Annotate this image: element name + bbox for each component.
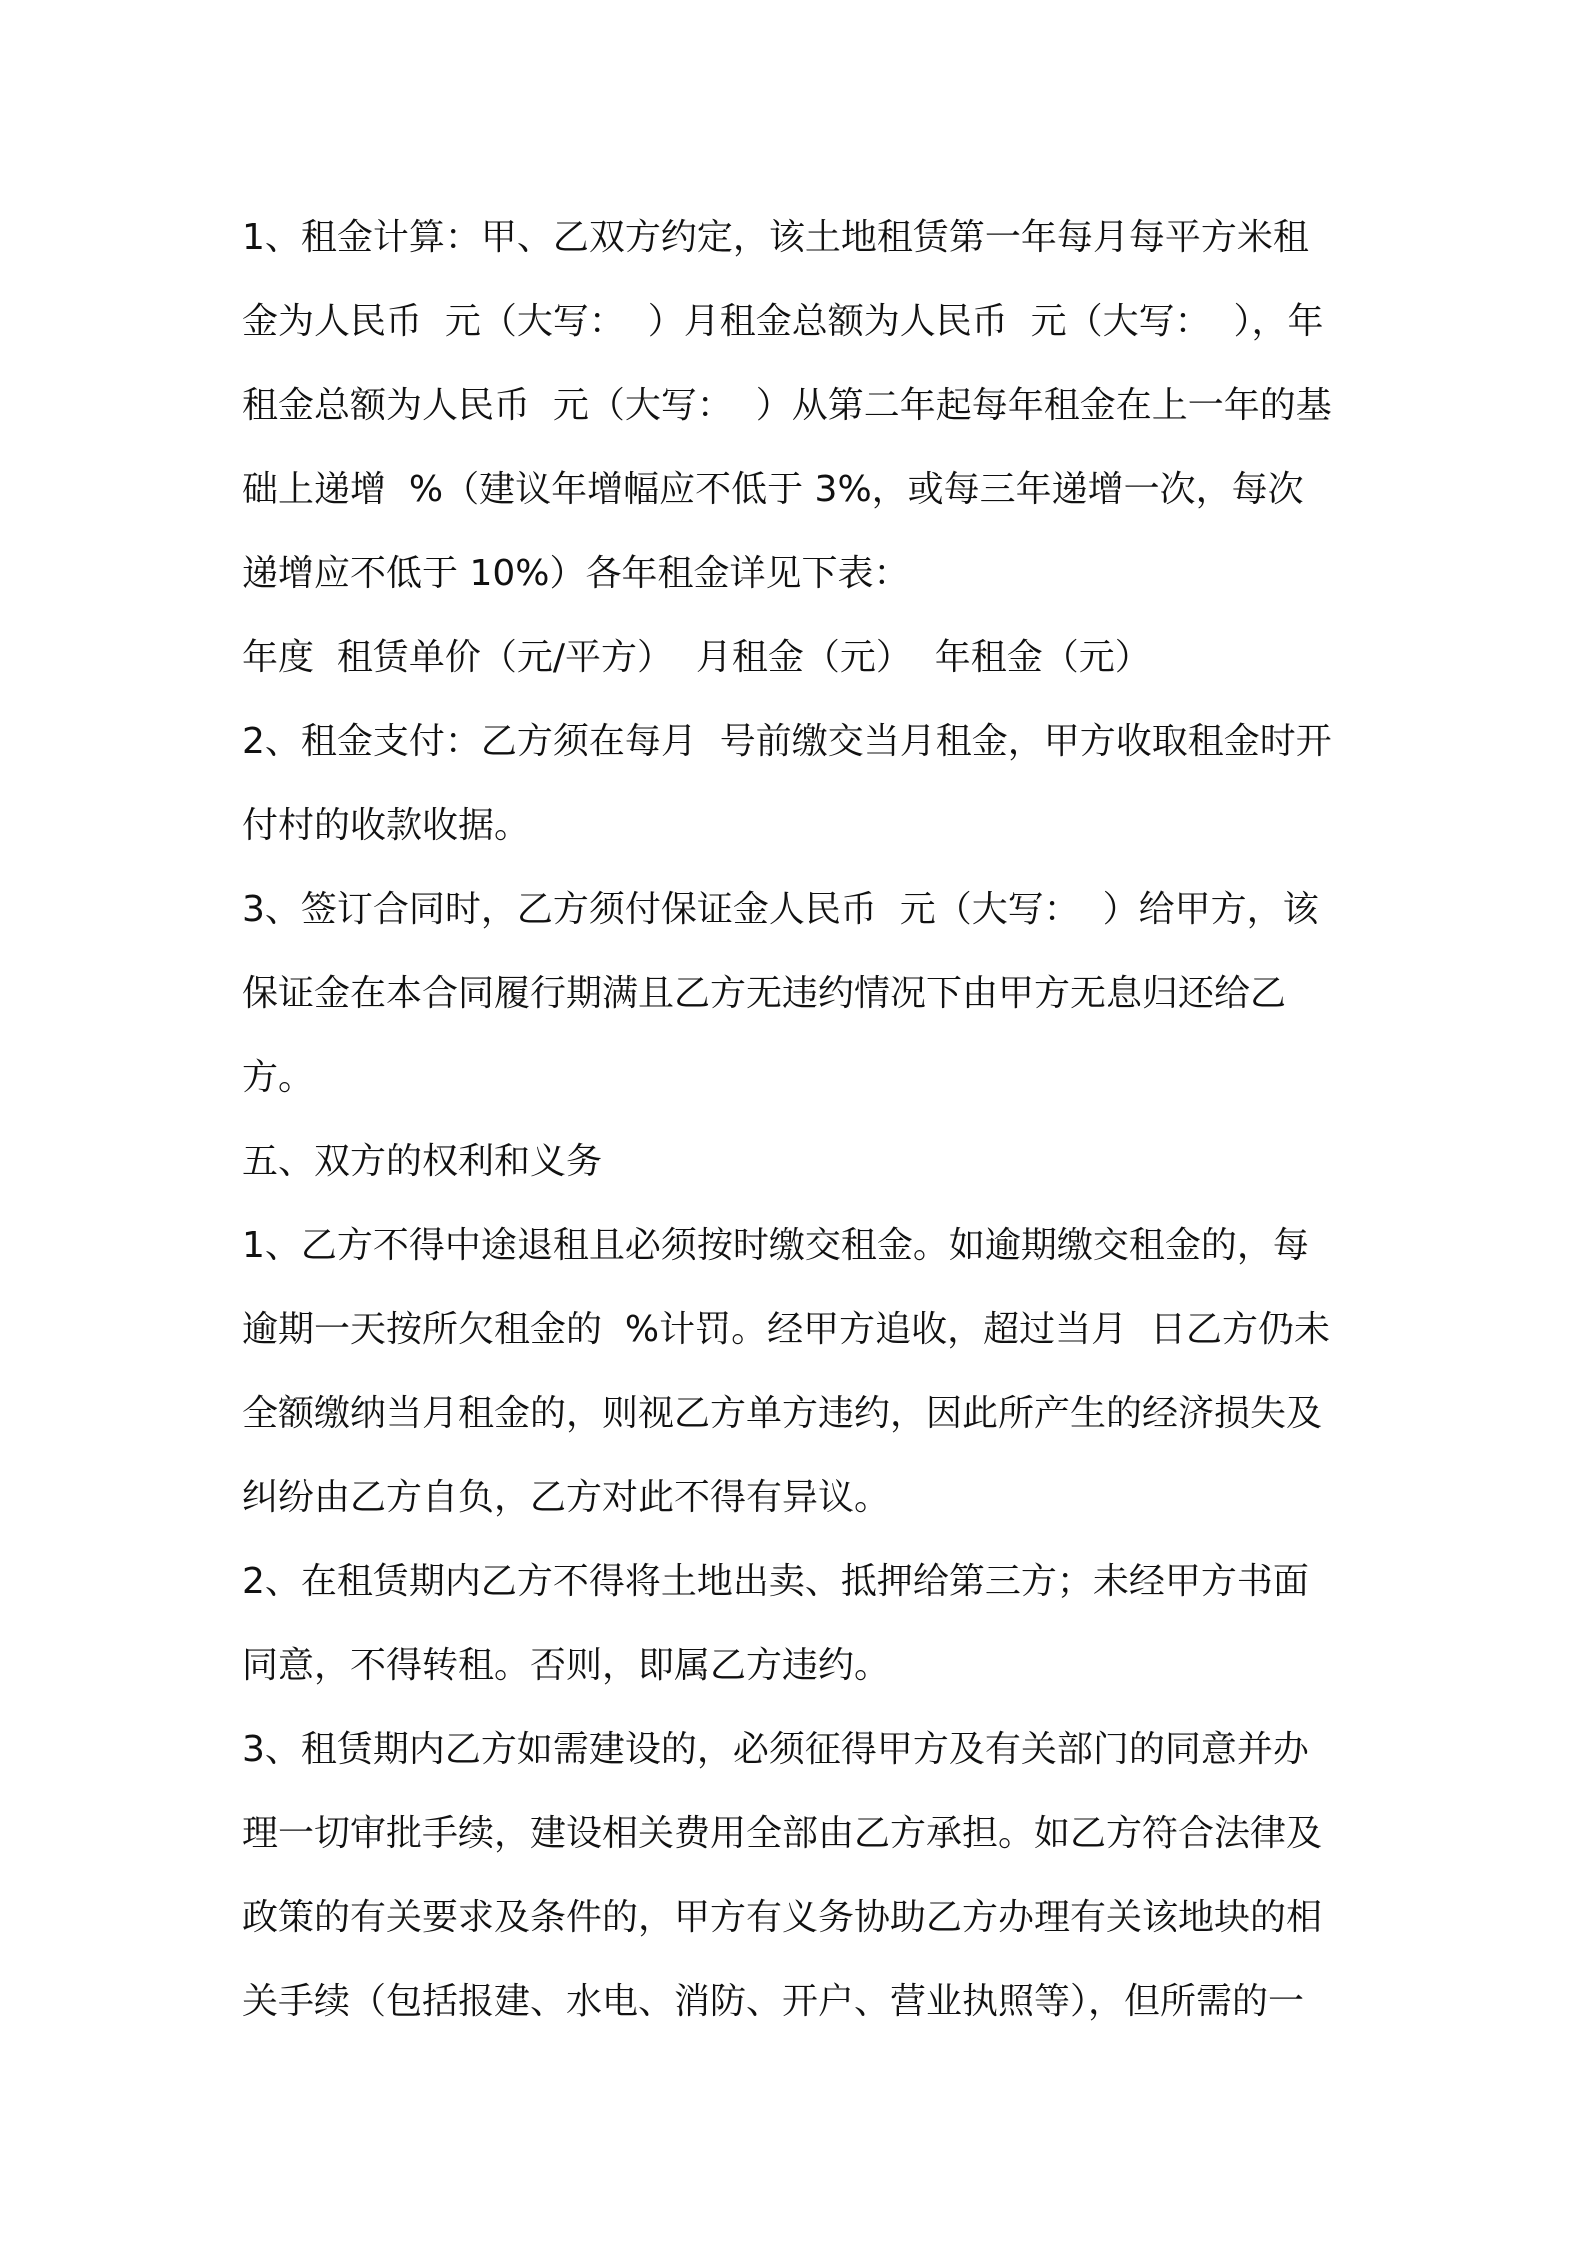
rent-calc-line-3: 租金总额为人民币 元（大写： ）从第二年起每年租金在上一年的基 [242, 385, 1332, 426]
obligation-3-line-4: 关手续（包括报建、水电、消防、开户、营业执照等），但所需的一 [242, 1981, 1305, 2022]
rent-calc-line-2: 金为人民币 元（大写： ）月租金总额为人民币 元（大写： ），年 [242, 301, 1324, 342]
deposit-line-2: 保证金在本合同履行期满且乙方无违约情况下由甲方无息归还给乙 [242, 973, 1287, 1014]
obligation-3-line-3: 政策的有关要求及条件的，甲方有义务协助乙方办理有关该地块的相 [242, 1897, 1323, 1938]
obligation-2-line-2: 同意，不得转租。否则，即属乙方违约。 [242, 1645, 891, 1686]
obligation-1-line-1: 1、乙方不得中途退租且必须按时缴交租金。如逾期缴交租金的，每 [242, 1225, 1309, 1266]
obligation-1-line-2: 逾期一天按所欠租金的 %计罚。经甲方追收，超过当月 日乙方仍未 [242, 1309, 1330, 1350]
obligation-3-line-1: 3、租赁期内乙方如需建设的，必须征得甲方及有关部门的同意并办 [242, 1729, 1309, 1770]
rent-calc-line-4: 础上递增 %（建议年增幅应不低于 3%，或每三年递增一次，每次 [242, 469, 1304, 510]
deposit-line-3: 方。 [242, 1057, 315, 1098]
rent-table-header: 年度 租赁单价（元/平方） 月租金（元） 年租金（元） [242, 637, 1151, 678]
obligation-2-line-1: 2、在租赁期内乙方不得将土地出卖、抵押给第三方；未经甲方书面 [242, 1561, 1309, 1602]
rent-calc-line-1: 1、租金计算：甲、乙双方约定，该土地租赁第一年每月每平方米租 [242, 217, 1309, 258]
deposit-line-1: 3、签订合同时，乙方须付保证金人民币 元（大写： ）给甲方，该 [242, 889, 1319, 930]
document-body [242, 196, 1362, 2044]
rent-calc-line-5: 递增应不低于 10%）各年租金详见下表： [242, 553, 910, 594]
section-heading-rights-obligations: 五、双方的权利和义务 [242, 1141, 603, 1182]
rent-payment-line-2: 付村的收款收据。 [242, 805, 531, 846]
obligation-3-line-2: 理一切审批手续，建设相关费用全部由乙方承担。如乙方符合法律及 [242, 1813, 1323, 1854]
obligation-1-line-4: 纠纷由乙方自负，乙方对此不得有异议。 [242, 1477, 891, 1518]
obligation-1-line-3: 全额缴纳当月租金的，则视乙方单方违约，因此所产生的经济损失及 [242, 1393, 1323, 1434]
rent-payment-line-1: 2、租金支付：乙方须在每月 号前缴交当月租金，甲方收取租金时开 [242, 721, 1332, 762]
